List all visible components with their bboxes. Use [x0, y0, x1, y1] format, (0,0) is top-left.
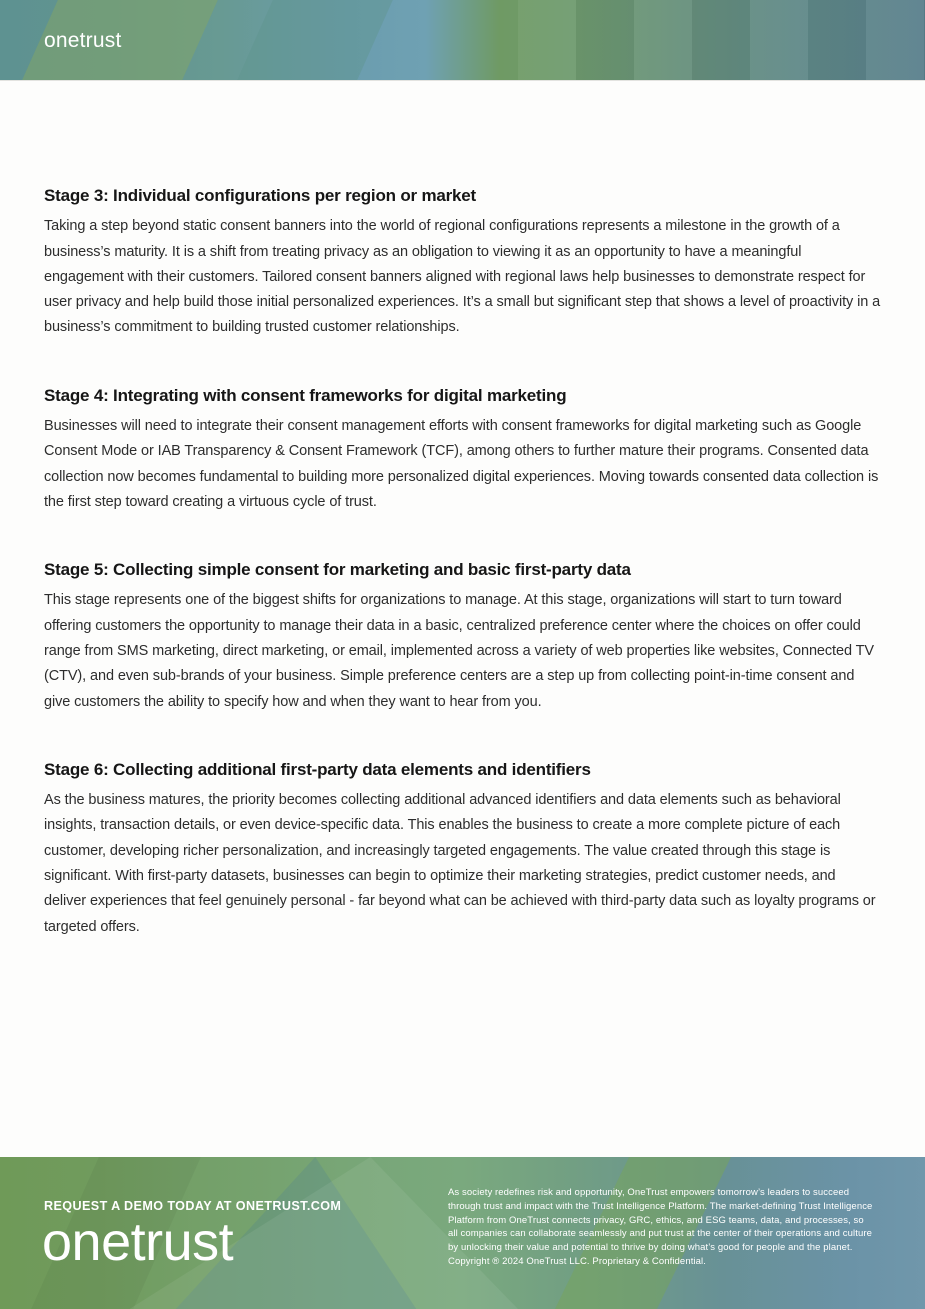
stage-6-heading: Stage 6: Collecting additional first-party data elements and identifiers [44, 759, 591, 779]
stage-4-paragraph: Businesses will need to integrate their consent management efforts with consent frameworks for digital marketing such as Google Consent Mode or IAB Transparency & Consent Framework (TCF), among others to further mature their programs. Consented data collection now becomes fundamental to building more personalized digital experiences. Moving towards consented data collection is the first step toward creating a virtuous cycle of trust. [44, 417, 879, 510]
onetrust-logo: onetrust [44, 29, 122, 52]
section-stage-3 [44, 185, 881, 341]
section-stage-4 [44, 385, 881, 515]
stage-3-heading: Stage 3: Individual configurations per region or market [44, 186, 477, 205]
footer-about-text: As society redefines risk and opportunity, OneTrust empowers tomorrow’s leaders to succeed through trust and impact with the Trust Intelligence Platform. The market-defining Trust Intelligence Platform from OneTrust connects privacy, GRC, ethics, and ESG teams, data, and processes, so all companies can collaborate seamlessly and put trust at the center of their operations and culture by unlocking their value and potential to thrive by doing what’s good for people and the planet. [448, 1187, 873, 1254]
footer-copyright: Copyright ® 2024 OneTrust LLC. Proprietary & Confidential. [448, 1255, 706, 1267]
stage-5-heading: Stage 5: Collecting simple consent for marketing and basic first-party data [44, 560, 631, 580]
header-banner [0, 0, 925, 81]
section-stage-5 [44, 559, 881, 715]
request-demo-cta[interactable]: REQUEST A DEMO TODAY AT ONETRUST.COM [44, 1199, 342, 1213]
document-body [0, 185, 925, 940]
stage-6-paragraph: As the business matures, the priority becomes collecting additional advanced identifiers and data elements such as behavioral insights, transaction details, or even device-specific data. This enables the business to create a more complete picture of each customer, developing richer personalization, and increasingly targeted engagements. The value created through this stage is significant. With first-party datasets, businesses can begin to optimize their marketing strategies, predict customer needs, and deliver experiences that feel genuinely personal - far beyond what can be achieved with third-party data such as loyalty programs or targeted offers. [44, 792, 876, 935]
footer-onetrust-logo: onetrust [42, 1212, 234, 1272]
footer-text-block [448, 1186, 876, 1269]
stage-5-paragraph: This stage represents one of the biggest shifts for organizations to manage. At this stage, organizations will start to turn toward offering customers the opportunity to manage their data in a basic, centralized preference center where the choices on offer could range from SMS marketing, direct marketing, or email, implemented across a variety of web properties like websites, Connected TV (CTV), and even sub-brands of your business. Simple preference centers are a step up from collecting point-in-time consent and give customers the ability to specify how and when they want to hear from you. [44, 592, 874, 710]
stage-3-paragraph: Taking a step beyond static consent banners into the world of regional configurations represents a milestone in the growth of a business’s maturity. It is a shift from treating privacy as an obligation to viewing it as an opportunity to have a meaningful engagement with their customers. Tailored consent banners aligned with regional laws help businesses to demonstrate respect for user privacy and help build those initial personalized experiences. It’s a small but significant step that shows a level of proactivity in a business’s commitment to building trusted customer relationships. [44, 218, 881, 336]
header-art-teal-band [224, 0, 406, 81]
footer-banner [0, 1157, 925, 1309]
header-art-stripes [518, 0, 925, 80]
section-stage-6 [44, 759, 881, 940]
stage-4-heading: Stage 4: Integrating with consent frameworks for digital marketing [44, 385, 567, 405]
